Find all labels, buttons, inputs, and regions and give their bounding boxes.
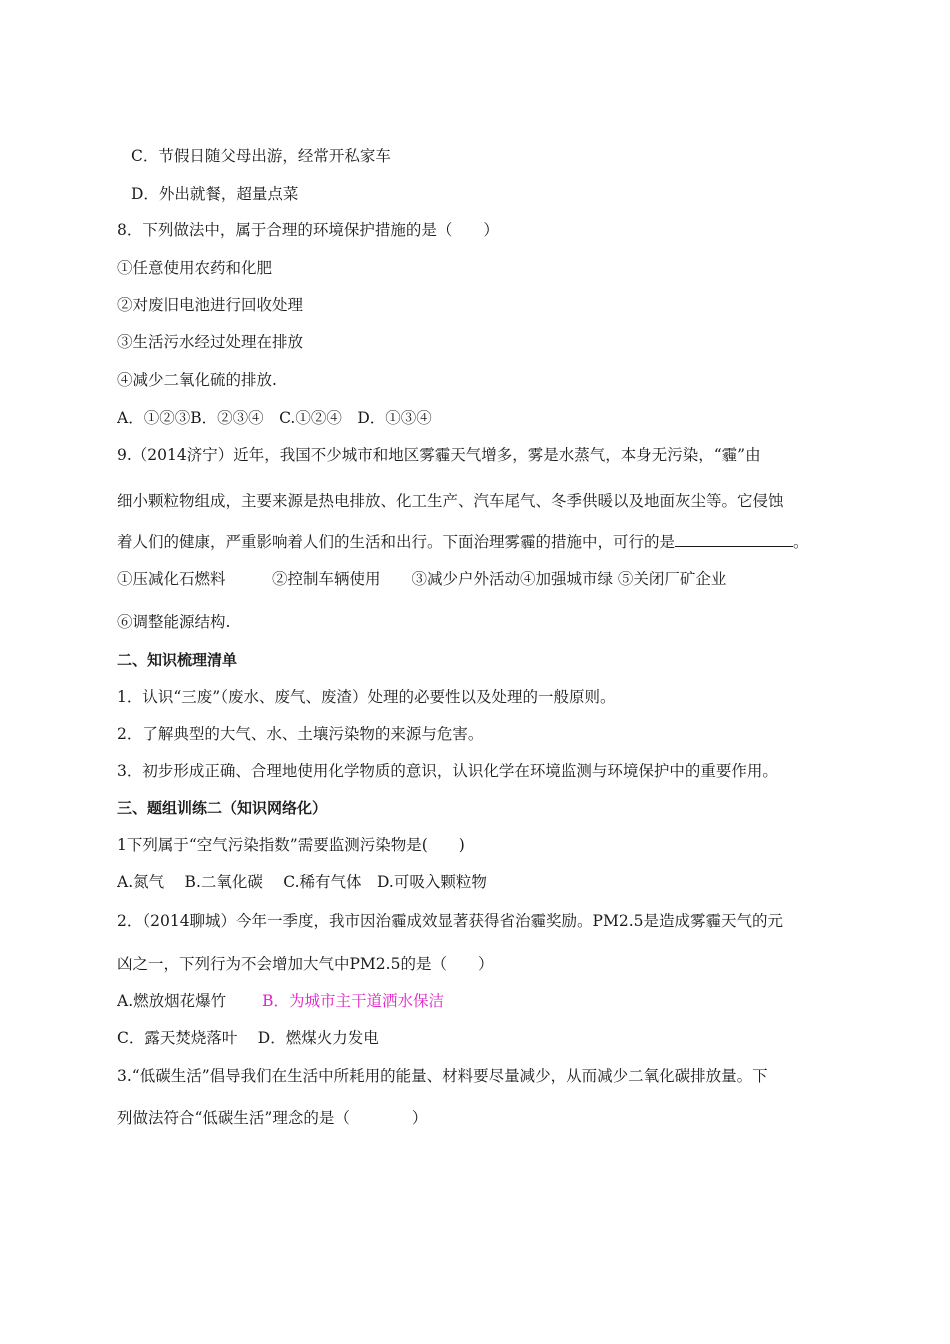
exercise-1: 1下列属于“空气污染指数”需要监测污染物是( ) xyxy=(117,836,465,854)
question-9-line-1: 9.（2014济宁）近年，我国不少城市和地区雾霾天气增多，雾是水蒸气，本身无污染，“霾”由 xyxy=(117,446,761,464)
exercise-2-line-1: 2．（2014聊城）今年一季度，我市因治霾成效显著获得省治霾奖励。PM2.5是造成雾霾天气的元 xyxy=(117,912,784,930)
question-9-text: 着人们的健康，严重影响着人们的生活和出行。下面治理雾霾的措施中，可行的是 xyxy=(117,533,676,551)
option-c-line: C．节假日随父母出游，经常开私家车 xyxy=(131,147,391,165)
section-2-heading: 二、知识梳理清单 xyxy=(117,651,238,669)
exercise-2-line-2: 凶之一，下列行为不会增加大气中PM2.5的是（ ） xyxy=(117,955,494,973)
q8-options: A．①②③B．②③④ C.①②④ D．①③④ xyxy=(117,409,432,427)
q8-item-4: ④减少二氧化硫的排放. xyxy=(117,371,277,389)
option-b-highlighted: B．为城市主干道洒水保洁 xyxy=(262,992,445,1010)
q8-item-2: ②对废旧电池进行回收处理 xyxy=(117,296,304,314)
q8-item-1: ①任意使用农药和化肥 xyxy=(117,259,273,277)
exercise-2-options-cd: C．露天焚烧落叶 D．燃煤火力发电 xyxy=(117,1029,379,1047)
knowledge-item-2: 2．了解典型的大气、水、土壤污染物的来源与危害。 xyxy=(117,725,484,743)
exercise-3-line-1: 3.“低碳生活”倡导我们在生活中所耗用的能量、材料要尽量减少，从而减少二氧化碳排放量。下 xyxy=(117,1067,768,1085)
question-9-period: 。 xyxy=(793,533,809,551)
q9-item-6: ⑥调整能源结构. xyxy=(117,613,231,631)
answer-blank[interactable] xyxy=(675,532,793,547)
option-a: A.燃放烟花爆竹 xyxy=(117,992,227,1010)
exercise-1-options: A.氮气 B.二氧化碳 C.稀有气体 D.可吸入颗粒物 xyxy=(117,873,487,891)
section-3-heading: 三、题组训练二（知识网络化） xyxy=(117,799,328,817)
knowledge-item-1: 1．认识“三废”（废水、废气、废渣）处理的必要性以及处理的一般原则。 xyxy=(117,688,616,706)
exercise-3-line-2: 列做法符合“低碳生活”理念的是（ ） xyxy=(117,1109,428,1127)
knowledge-item-3: 3．初步形成正确、合理地使用化学物质的意识，认识化学在环境监测与环境保护中的重要作用。 xyxy=(117,762,778,780)
question-8: 8．下列做法中，属于合理的环境保护措施的是（ ） xyxy=(117,221,499,239)
exercise-2-options-ab xyxy=(117,991,444,1011)
q9-items: ①压减化石燃料 ②控制车辆使用 ③减少户外活动④加强城市绿 ⑤关闭厂矿企业 xyxy=(117,570,727,588)
question-9-line-3 xyxy=(117,532,809,552)
question-9-line-2: 细小颗粒物组成，主要来源是热电排放、化工生产、汽车尾气、冬季供暖以及地面灰尘等。它侵蚀 xyxy=(117,492,784,510)
option-d-line: D．外出就餐，超量点菜 xyxy=(131,185,299,203)
q8-item-3: ③生活污水经过处理在排放 xyxy=(117,333,304,351)
